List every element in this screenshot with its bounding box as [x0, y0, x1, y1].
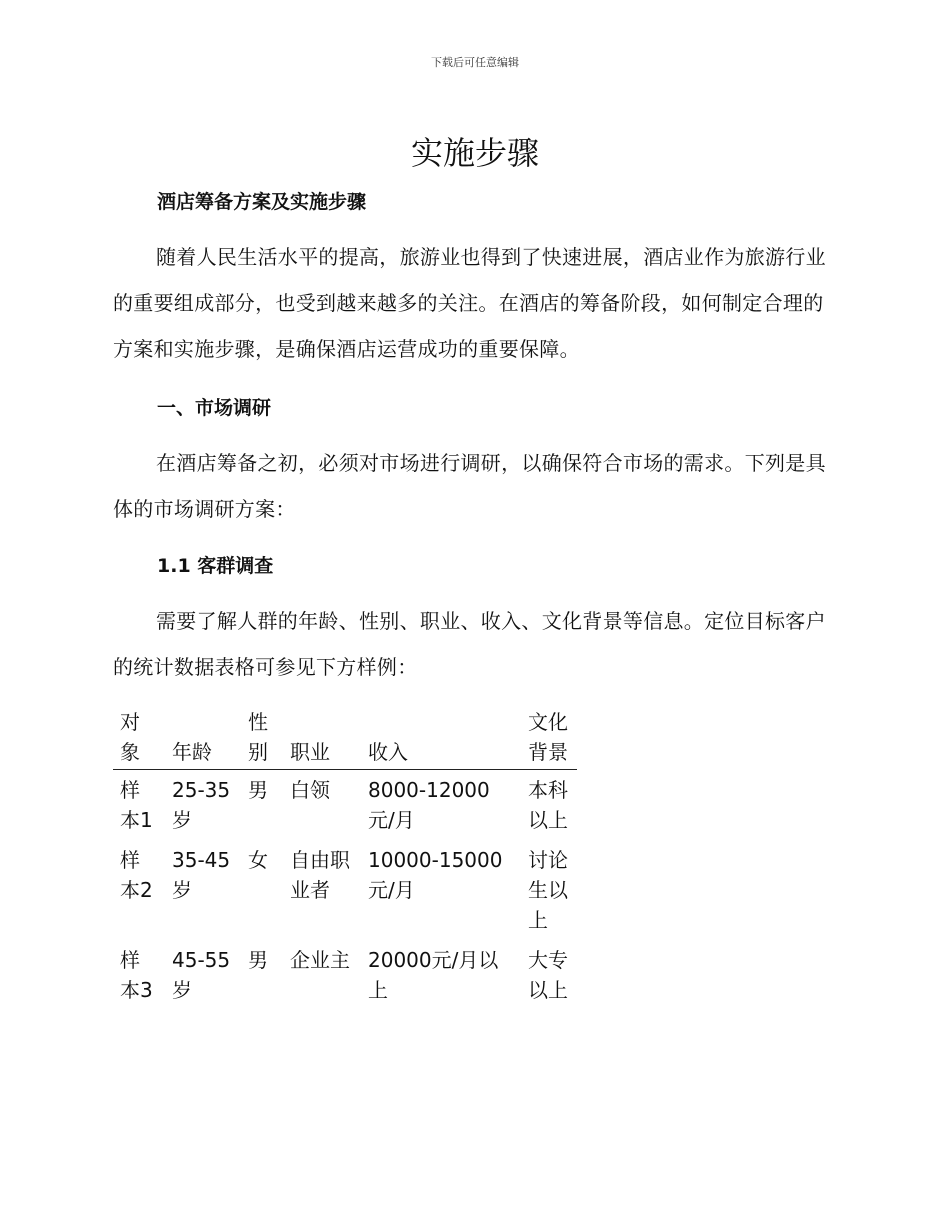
customer-sample-table [113, 707, 577, 1010]
cell-age: 25-35岁 [172, 778, 231, 832]
cell-education: 讨论生以上 [528, 848, 568, 932]
document-title: 实施步骤 [410, 134, 539, 172]
section-1-heading: 一、市场调研 [157, 397, 272, 419]
table-row [113, 770, 577, 841]
cell-object: 样本1 [120, 778, 153, 832]
table-header-row [113, 707, 577, 770]
cell-object: 样本3 [120, 948, 153, 1002]
intro-paragraph: 随着人民生活水平的提高，旅游业也得到了快速进展，酒店业作为旅游行业的重要组成部分，也受到越来越多的关注。在酒店的筹备阶段，如何制定合理的方案和实施步骤，是确保酒店运营成功的重要保障。 [113, 245, 826, 361]
header-gender: 性别 [241, 707, 283, 770]
cell-age: 45-55岁 [172, 948, 231, 1002]
cell-gender: 男 [248, 778, 268, 802]
section-1-1-paragraph: 需要了解人群的年龄、性别、职业、收入、文化背景等信息。定位目标客户的统计数据表格可参见下方样例： [113, 609, 826, 679]
cell-occupation: 企业主 [290, 948, 350, 972]
cell-object: 样本2 [120, 848, 153, 902]
header-income: 收入 [361, 707, 521, 770]
cell-age: 35-45岁 [172, 848, 231, 902]
subtitle-heading: 酒店筹备方案及实施步骤 [157, 191, 367, 213]
cell-education: 本科以上 [528, 778, 568, 832]
header-occupation: 职业 [283, 707, 361, 770]
cell-occupation: 白领 [290, 778, 330, 802]
cell-gender: 女 [248, 848, 268, 872]
cell-occupation: 自由职业者 [290, 848, 350, 902]
section-1-paragraph: 在酒店筹备之初，必须对市场进行调研，以确保符合市场的需求。下列是具体的市场调研方案： [113, 451, 826, 521]
table-row [113, 940, 577, 1010]
header-note: 下载后可任意编辑 [431, 56, 519, 69]
table-row [113, 840, 577, 940]
cell-education: 大专以上 [528, 948, 568, 1002]
header-education: 文化背景 [521, 707, 577, 770]
cell-income: 10000-15000元/月 [368, 848, 503, 902]
section-1-1-heading: 1.1 客群调查 [157, 555, 274, 577]
cell-income: 20000元/月以上 [368, 948, 499, 1002]
cell-gender: 男 [248, 948, 268, 972]
header-object: 对象 [113, 707, 165, 770]
header-age: 年龄 [165, 707, 241, 770]
cell-income: 8000-12000元/月 [368, 778, 490, 832]
